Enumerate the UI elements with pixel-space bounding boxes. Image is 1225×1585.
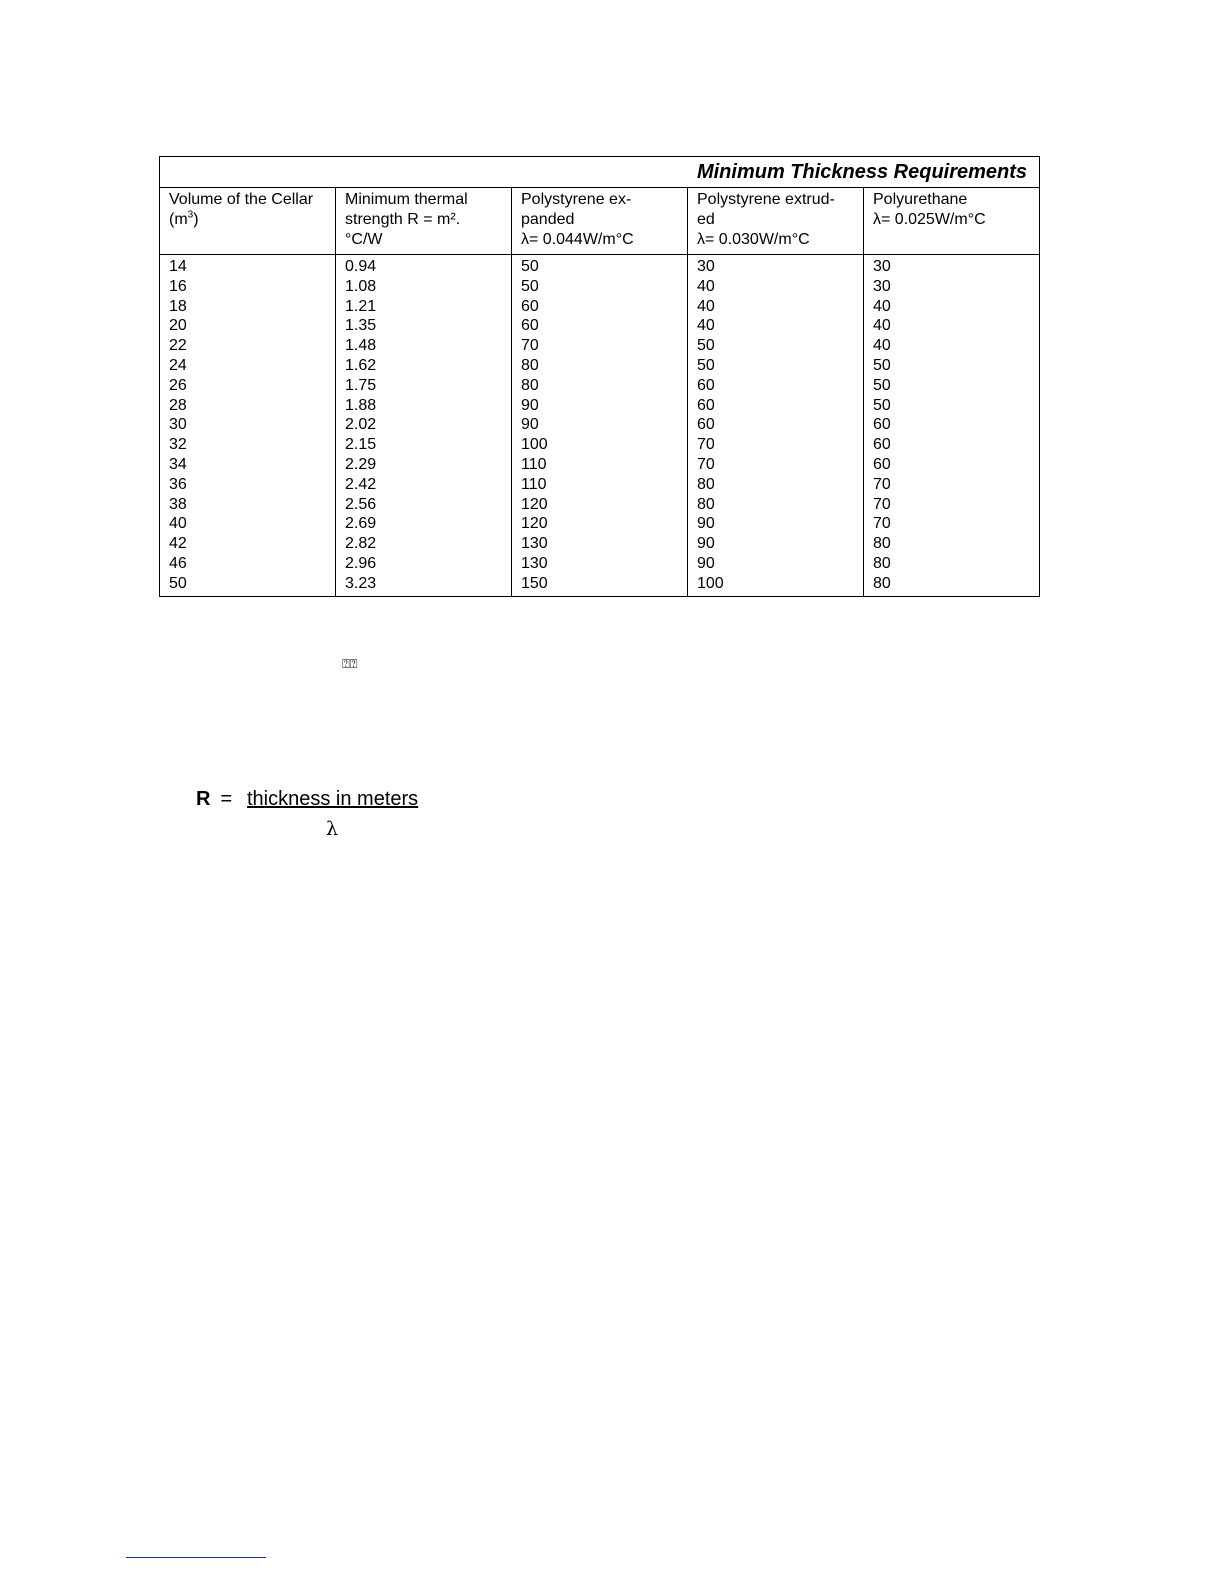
header-polystyrene-expanded-line-1: Polystyrene ex- <box>521 191 632 208</box>
table-cell: 50 <box>873 376 891 394</box>
table-cell: 90 <box>521 396 539 414</box>
table-cell: 50 <box>521 258 539 275</box>
header-polystyrene-expanded-line-3: λ= 0.044W/m°C <box>521 231 634 248</box>
minimum-thickness-table <box>159 156 1040 597</box>
table-cell: 2.02 <box>345 416 377 434</box>
table-cell: 26 <box>169 376 187 394</box>
table-cell: 3.23 <box>345 574 377 592</box>
table-cell: 90 <box>521 416 539 434</box>
table-cell: 1.08 <box>345 277 377 295</box>
table-cell: 100 <box>697 574 724 592</box>
table-cell: 80 <box>521 376 539 394</box>
table-cell: 110 <box>521 475 547 493</box>
header-polystyrene-extruded-line-3: λ= 0.030W/m°C <box>697 231 810 248</box>
table-cell: 2.42 <box>345 475 377 493</box>
table-cell: 30 <box>873 277 891 295</box>
header-polystyrene-expanded <box>512 188 688 255</box>
table-body-row <box>160 255 1040 597</box>
header-thermal-strength-line-2: strength R = m². <box>345 211 461 228</box>
header-volume <box>160 188 336 255</box>
table-cell: 40 <box>873 317 891 335</box>
table-cell: 30 <box>169 416 187 434</box>
table-cell: 30 <box>873 258 891 275</box>
table-cell: 18 <box>169 297 187 315</box>
table-cell: 120 <box>521 495 548 513</box>
table-cell: 70 <box>697 436 715 454</box>
table-cell: 40 <box>169 515 187 533</box>
formula-equals: = <box>220 788 233 810</box>
table-cell: 70 <box>873 495 891 513</box>
table-cell: 2.15 <box>345 436 377 454</box>
table-cell: 38 <box>169 495 187 513</box>
table-cell: 60 <box>697 396 715 414</box>
column-volume <box>160 255 336 597</box>
table-header-row <box>160 188 1040 255</box>
table-cell: 60 <box>873 455 891 473</box>
table-cell: 40 <box>697 297 715 315</box>
table-cell: 28 <box>169 396 187 414</box>
table-cell: 1.21 <box>345 297 377 315</box>
column-polystyrene-extruded <box>688 255 864 597</box>
table-cell: 30 <box>697 258 715 275</box>
formula-lhs: R <box>196 788 211 810</box>
header-polystyrene-extruded <box>688 188 864 255</box>
header-polystyrene-extruded-line-2: ed <box>697 211 715 228</box>
header-volume-unit-exponent: 3 <box>187 209 194 221</box>
table-cell: 150 <box>521 574 548 592</box>
header-thermal-strength <box>336 188 512 255</box>
table-cell: 14 <box>169 258 187 275</box>
header-thermal-strength-line-1: Minimum thermal <box>345 191 468 208</box>
header-volume-unit <box>169 210 327 230</box>
table-cell: 0.94 <box>345 258 377 275</box>
table-cell: 80 <box>697 475 715 493</box>
table-cell: 60 <box>873 416 891 434</box>
table-cell: 60 <box>521 317 539 335</box>
header-polystyrene-extruded-line-1: Polystyrene extrud- <box>697 191 835 208</box>
column-thermal-strength <box>336 255 512 597</box>
table-cell: 80 <box>873 554 891 572</box>
table-cell: 60 <box>697 376 715 394</box>
table-cell: 36 <box>169 475 187 493</box>
table-cell: 40 <box>873 337 891 355</box>
header-polystyrene-expanded-line-2: panded <box>521 211 575 228</box>
table-cell: 32 <box>169 436 187 454</box>
table-cell: 70 <box>873 515 891 533</box>
table-cell: 70 <box>873 475 891 493</box>
table-cell: 130 <box>521 554 548 572</box>
table-cell: 2.96 <box>345 554 377 572</box>
table-cell: 1.62 <box>345 356 377 374</box>
table-cell: 2.56 <box>345 495 377 513</box>
table-cell: 120 <box>521 515 548 533</box>
table-cell: 130 <box>521 535 548 553</box>
header-polyurethane <box>864 188 1040 255</box>
table-cell: 90 <box>697 515 715 533</box>
table-cell: 1.48 <box>345 337 377 355</box>
table-cell: 50 <box>873 396 891 414</box>
table-cell: 1.75 <box>345 376 377 394</box>
column-polystyrene-expanded <box>512 255 688 597</box>
table-cell: 2.69 <box>345 515 377 533</box>
table-cell: 20 <box>169 317 187 335</box>
table-cell: 70 <box>697 455 715 473</box>
column-polyurethane <box>864 255 1040 597</box>
table-caption: Minimum Thickness Requirements <box>160 157 1040 188</box>
table-cell: 2.29 <box>345 455 377 473</box>
table-cell: 22 <box>169 337 187 355</box>
table-cell: 80 <box>873 574 891 592</box>
missing-glyph-placeholder: ⍰⍰ <box>342 657 358 672</box>
r-value-formula <box>196 786 419 840</box>
header-thermal-strength-line-3: °C/W <box>345 231 383 248</box>
table-cell: 90 <box>697 535 715 553</box>
header-volume-unit-close: ) <box>193 211 199 228</box>
table-cell: 80 <box>521 356 539 374</box>
table-cell: 80 <box>697 495 715 513</box>
table-cell: 24 <box>169 356 187 374</box>
table-cell: 50 <box>697 356 715 374</box>
table-cell: 1.88 <box>345 396 377 414</box>
table-cell: 100 <box>521 436 548 454</box>
table-cell: 34 <box>169 455 187 473</box>
table-cell: 90 <box>697 554 715 572</box>
table-cell: 40 <box>697 317 715 335</box>
table-cell: 16 <box>169 277 187 295</box>
table-cell: 50 <box>697 337 715 355</box>
table-cell: 50 <box>873 356 891 374</box>
header-polyurethane-line-2: λ= 0.025W/m°C <box>873 211 986 228</box>
table-cell: 1.35 <box>345 317 377 335</box>
header-volume-line-1: Volume of the Cellar <box>169 191 314 208</box>
table-cell: 40 <box>873 297 891 315</box>
footnote-separator <box>126 1557 266 1558</box>
table-cell: 2.82 <box>345 535 377 553</box>
table-cell: 60 <box>697 416 715 434</box>
formula-denominator: λ <box>326 818 339 840</box>
table-caption-row <box>160 157 1040 188</box>
formula-numerator: thickness in meters <box>247 788 419 810</box>
table-cell: 46 <box>169 554 187 572</box>
table-cell: 60 <box>521 297 539 315</box>
table-cell: 110 <box>521 455 547 473</box>
header-volume-unit-base: (m <box>169 211 188 228</box>
table-cell: 80 <box>873 535 891 553</box>
table-cell: 70 <box>521 337 539 355</box>
table-cell: 40 <box>697 277 715 295</box>
table-cell: 50 <box>521 277 539 295</box>
table-cell: 42 <box>169 535 187 553</box>
table-cell: 50 <box>169 574 187 592</box>
table-cell: 60 <box>873 436 891 454</box>
header-polyurethane-line-1: Polyurethane <box>873 191 968 208</box>
